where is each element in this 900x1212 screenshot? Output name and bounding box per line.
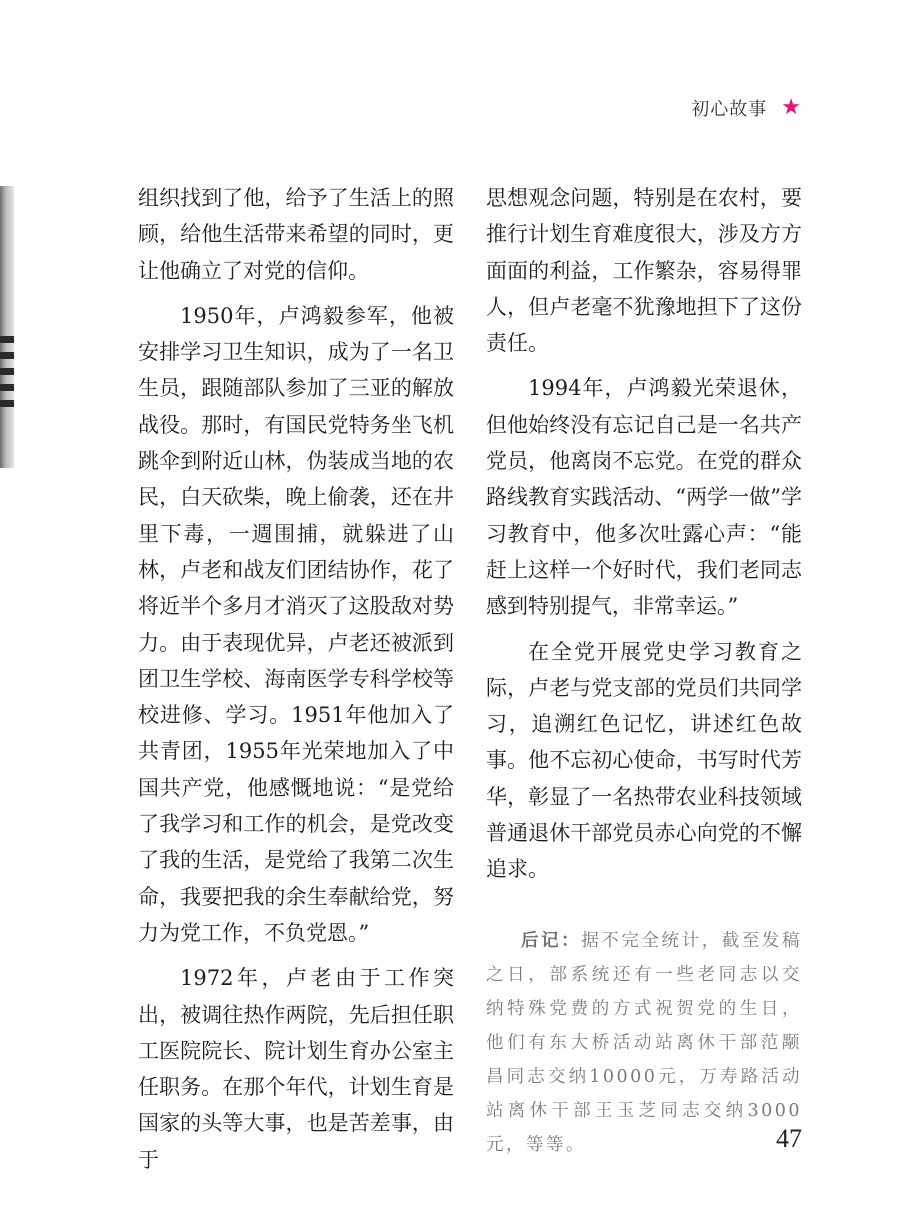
paragraph: 组织找到了他，给予了生活上的照顾，给他生活带来希望的同时，更让他确立了对党的信仰。 xyxy=(138,186,454,283)
paragraph: 思想观念问题，特别是在农村，要推行计划生育难度很大，涉及方方面面的利益，工作繁杂，容易得罪人，但卢老毫不犹豫地担下了这份责任。 xyxy=(486,186,802,356)
running-header xyxy=(691,95,802,121)
afterword-label: 后记： xyxy=(521,930,582,951)
photo-edge-image xyxy=(0,186,14,468)
paragraph: 1950年，卢鸿毅参军，他被安排学习卫生知识，成为了一名卫生员，跟随部队参加了三亚的解放战役。那时，有国民党特务坐飞机跳伞到附近山林，伪装成当地的农民，白天砍柴，晚上偷袭，还在井里下毒，一週围捕，就躲进了山林，卢老和战友们团结协作，花了将近半个多月才消灭了这股敌对势力。由于表现优异，卢老还被派到团卫生学校、海南医学专科学校等校进修、学习。1951年他加入了共青团，1955年光荣地加入了中国共产党，他感慨地说：“是党给了我学习和工作的机会，是党改变了我的生活，是党给了我第二次生命，我要把我的余生奉献给党，努力为党工作，不负党恩。” xyxy=(138,303,454,945)
star-icon: ★ xyxy=(781,95,802,120)
right-column xyxy=(486,180,802,1162)
left-column xyxy=(138,180,454,1187)
paragraph: 在全党开展党史学习教育之际，卢老与党支部的党员们共同学习，追溯红色记忆，讲述红色故事。他不忘初心使命，书写时代芳华，彰显了一名热带农业科技领域普通退休干部党员赤心向党的不懈追求。 xyxy=(486,639,802,882)
afterword-text: 据不完全统计，截至发稿之日，部系统还有一些老同志以交纳特殊党费的方式祝贺党的生日，他们有东大桥活动站离休干部范颙昌同志交纳10000元，万寿路活动站离休干部王玉芝同志交纳3000元，等等。 xyxy=(486,930,803,1155)
page-number: 47 xyxy=(776,1124,802,1153)
paragraph: 1994年，卢鸿毅光荣退休，但他始终没有忘记自己是一名共产党员，他离岗不忘党。在党的群众路线教育实践活动、“两学一做”学习教育中，他多次吐露心声：“能赶上这样一个好时代，我们老同志感到特别提气，非常幸运。” xyxy=(486,376,802,619)
afterword-note xyxy=(486,924,802,1162)
section-title: 初心故事 xyxy=(691,99,768,120)
paragraph: 1972年，卢老由于工作突出，被调往热作两院，先后担任职工医院院长、院计划生育办公室主任职务。在那个年代，计划生育是国家的头等大事，也是苦差事，由于 xyxy=(138,966,454,1172)
